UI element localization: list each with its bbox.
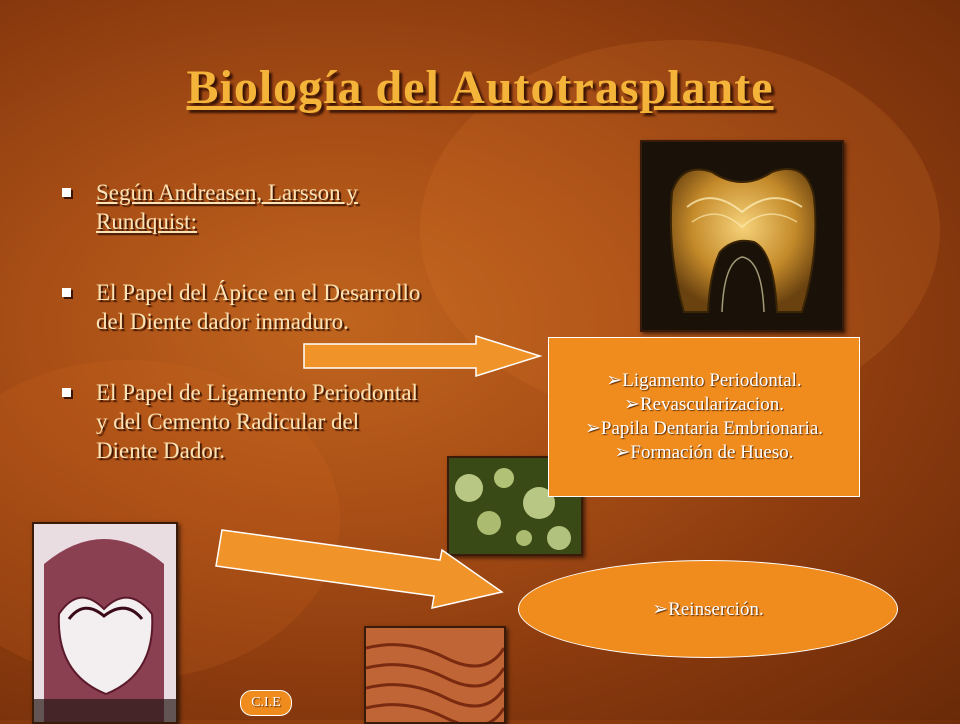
bullet-text: El Papel del Ápice en el Desarrollo del Diente dador inmaduro.: [96, 280, 421, 334]
bullet-text: El Papel de Ligamento Periodontal y del Cemento Radicular del Diente Dador.: [96, 380, 418, 463]
process-list-box: [548, 337, 860, 497]
process-item: ➢Papila Dentaria Embrionaria.: [584, 418, 824, 439]
arrow-down-right-icon: [216, 530, 502, 608]
process-item: ➢Ligamento Periodontal.: [606, 370, 802, 391]
slide-title: Biología del Autotrasplante: [186, 61, 774, 114]
cie-badge: C.I.E: [240, 690, 292, 716]
bullet-text: Según Andreasen, Larsson y Rundquist:: [96, 180, 358, 234]
process-item: ➢Formación de Hueso.: [614, 442, 794, 463]
reinsertion-oval: [518, 560, 898, 658]
arrow-right-icon: [304, 336, 540, 376]
process-item: ➢Revascularizacion.: [624, 394, 784, 415]
reinsertion-text: ➢Reinserción.: [652, 598, 764, 620]
